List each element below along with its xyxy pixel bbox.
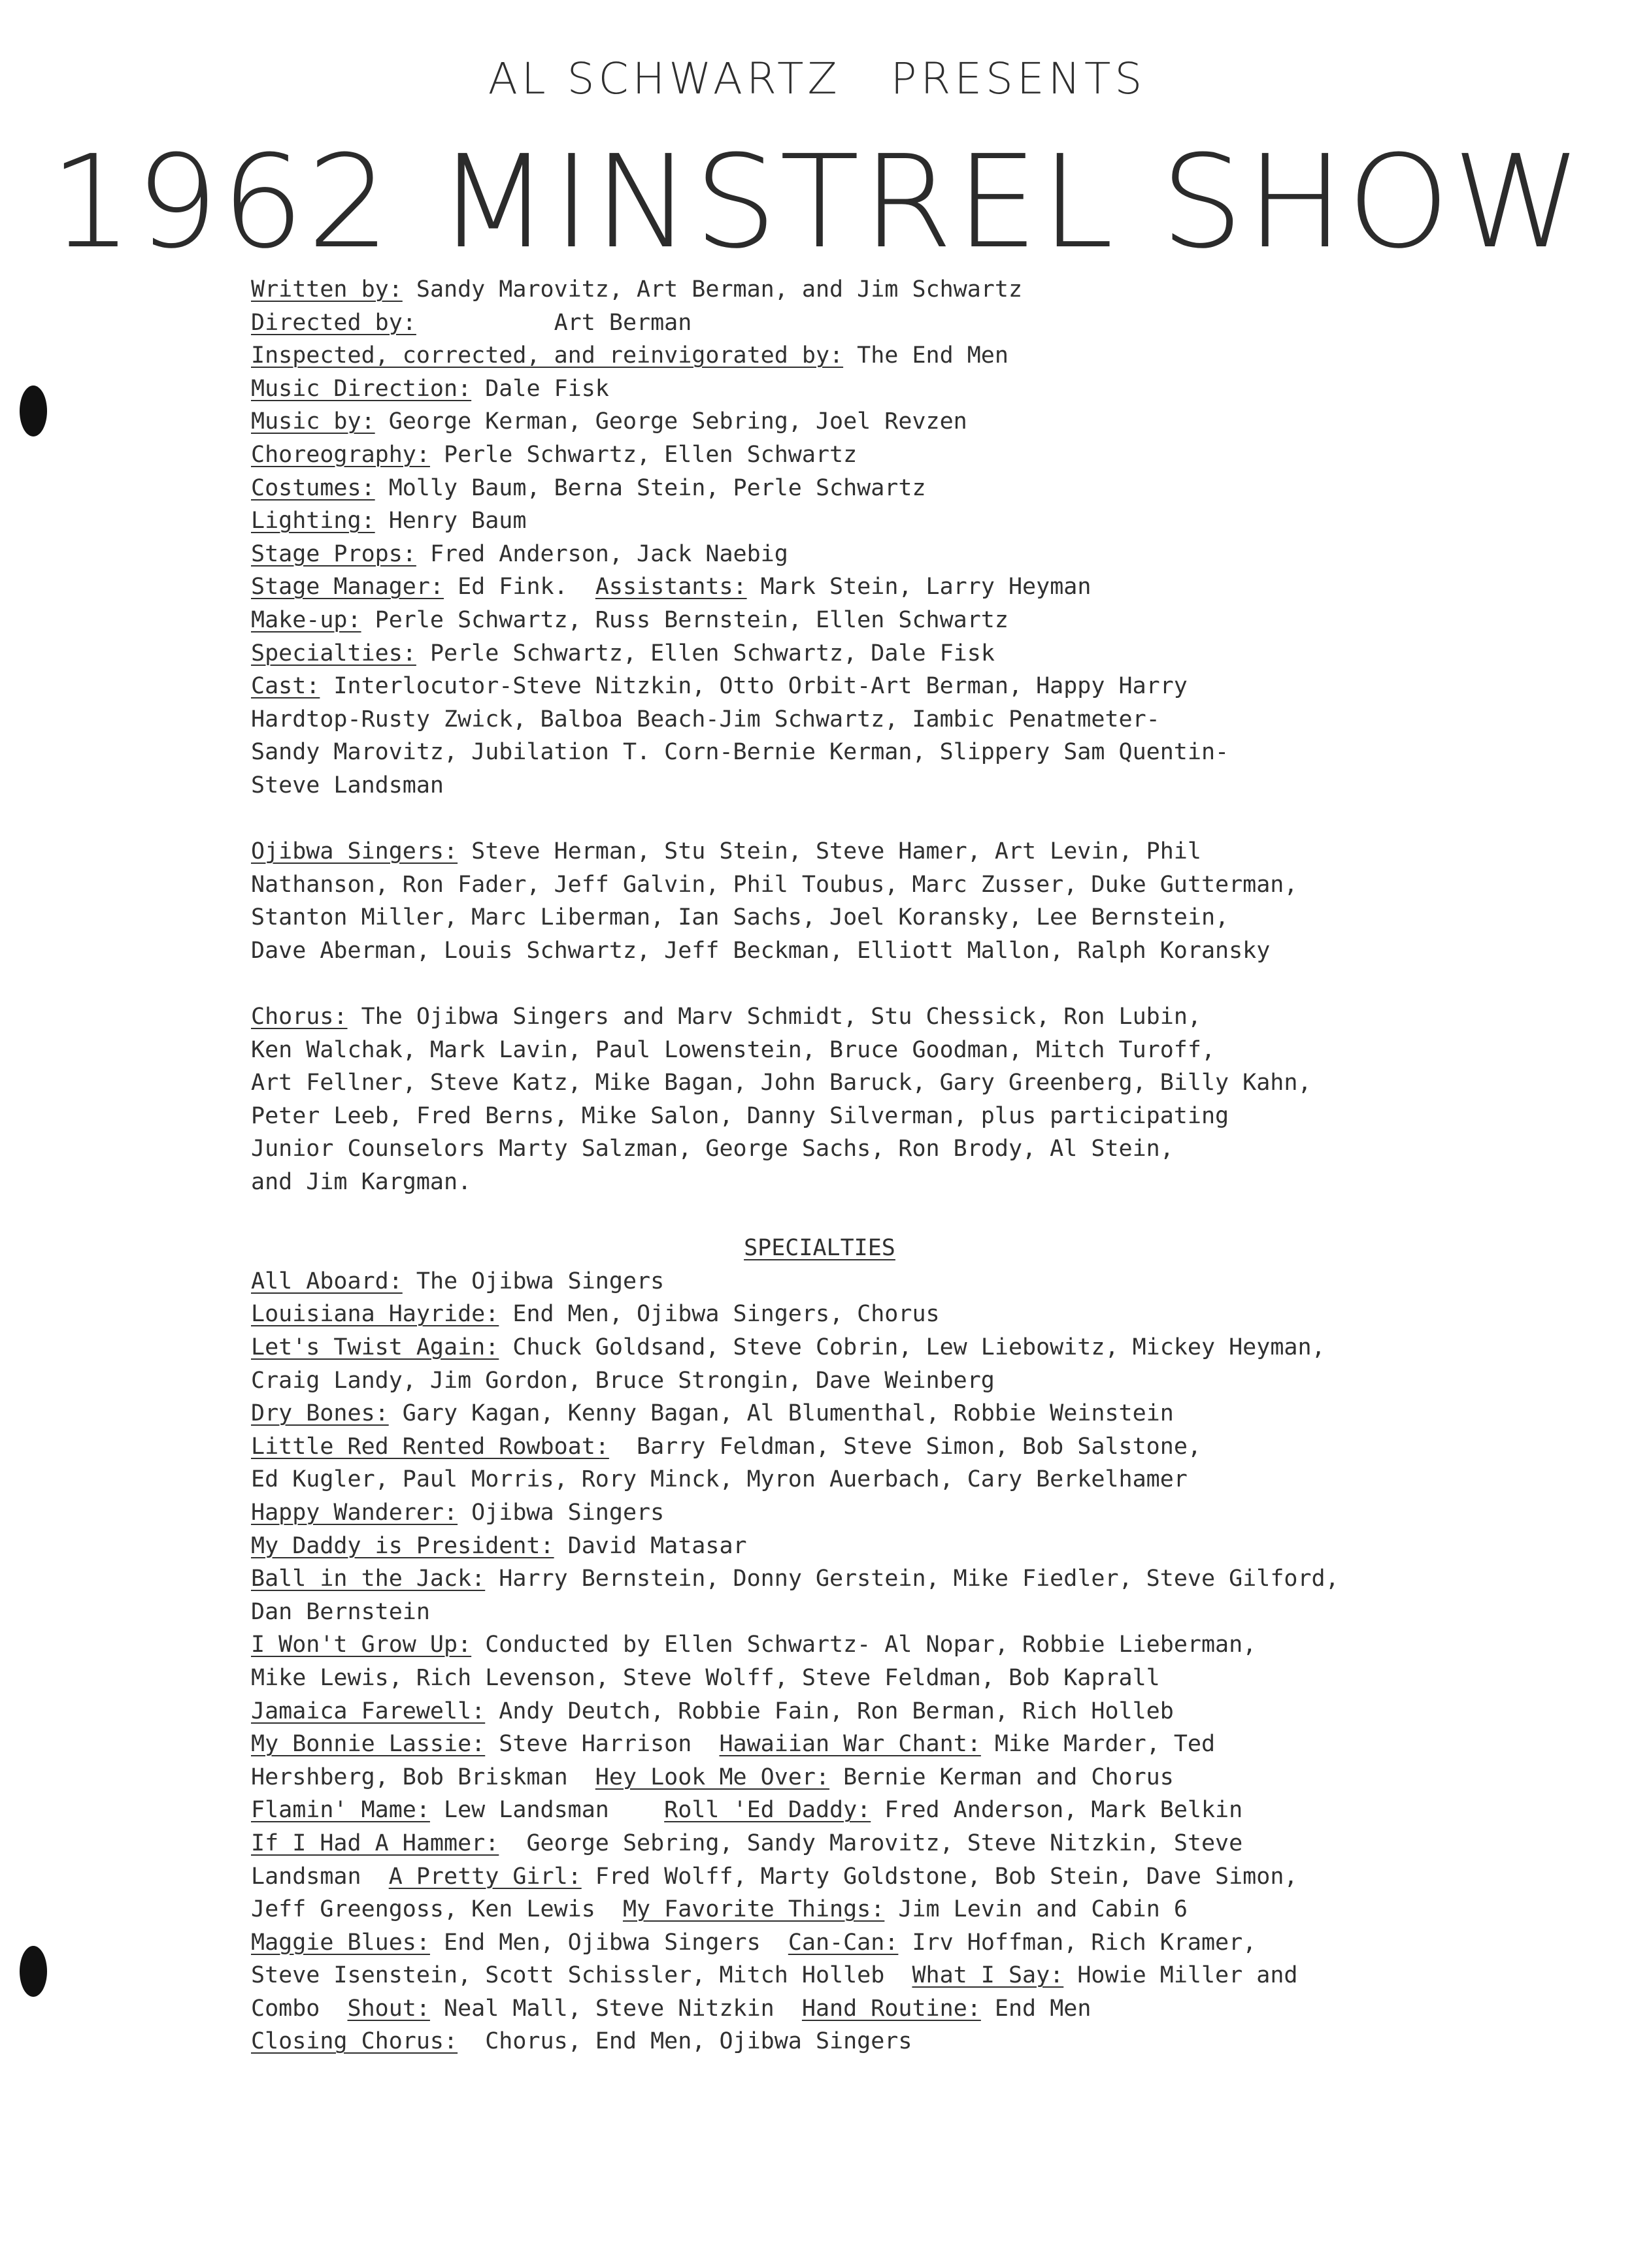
presenter-name: AL SCHWARTZ — [488, 54, 841, 104]
specialty-line: Louisiana Hayride: End Men, Ojibwa Singers, Chorus — [251, 1301, 940, 1328]
specialty-line: Ball in the Jack: Harry Bernstein, Donny Gerstein, Mike Fiedler, Steve Gilford, — [251, 1566, 1339, 1592]
presenter-line — [0, 54, 1634, 104]
specialty-line: Happy Wanderer: Ojibwa Singers — [251, 1499, 665, 1526]
specialty-line: Mike Lewis, Rich Levenson, Steve Wolff, Steve Feldman, Bob Kaprall — [251, 1664, 1160, 1691]
cast-line: Sandy Marovitz, Jubilation T. Corn-Bernie Kerman, Slippery Sam Quentin- — [251, 739, 1229, 766]
chorus-line: and Jim Kargman. — [251, 1169, 472, 1196]
credit-music-direction: Music Direction: Dale Fisk — [251, 375, 609, 402]
credit-makeup: Make-up: Perle Schwartz, Russ Bernstein, Ellen Schwartz — [251, 606, 1009, 633]
program-text — [251, 273, 1584, 2058]
specialty-line: Landsman A Pretty Girl: Fred Wolff, Marty Goldstone, Bob Stein, Dave Simon, — [251, 1863, 1298, 1890]
credit-costumes: Costumes: Molly Baum, Berna Stein, Perle Schwartz — [251, 474, 926, 501]
specialty-line: Jeff Greengoss, Ken Lewis My Favorite Things: Jim Levin and Cabin 6 — [251, 1896, 1188, 1923]
specialty-line: Dry Bones: Gary Kagan, Kenny Bagan, Al Blumenthal, Robbie Weinstein — [251, 1400, 1174, 1427]
specialty-line: I Won't Grow Up: Conducted by Ellen Schwartz- Al Nopar, Robbie Lieberman, — [251, 1632, 1257, 1658]
ojibwa-line: Stanton Miller, Marc Liberman, Ian Sachs, Joel Koransky, Lee Bernstein, — [251, 904, 1229, 931]
specialty-line: Combo Shout: Neal Mall, Steve Nitzkin Hand Routine: End Men — [251, 1995, 1092, 2022]
specialties-heading: SPECIALTIES — [744, 1235, 895, 1262]
page-title: 1962 MINSTREL SHOW — [49, 128, 1585, 277]
credit-written-by: Written by: Sandy Marovitz, Art Berman, and Jim Schwartz — [251, 276, 1023, 303]
chorus-line: Art Fellner, Steve Katz, Mike Bagan, John Baruck, Gary Greenberg, Billy Kahn, — [251, 1070, 1312, 1096]
specialty-line: Jamaica Farewell: Andy Deutch, Robbie Fain, Ron Berman, Rich Holleb — [251, 1698, 1174, 1724]
credit-specialties: Specialties: Perle Schwartz, Ellen Schwartz, Dale Fisk — [251, 640, 995, 666]
specialty-line: Hershberg, Bob Briskman Hey Look Me Over: Bernie Kerman and Chorus — [251, 1764, 1174, 1790]
specialty-line: My Daddy is President: David Matasar — [251, 1532, 747, 1559]
specialty-line: Dan Bernstein — [251, 1598, 430, 1625]
specialty-line: Let's Twist Again: Chuck Goldsand, Steve Cobrin, Lew Liebowitz, Mickey Heyman, — [251, 1334, 1326, 1360]
cast-line: Hardtop-Rusty Zwick, Balboa Beach-Jim Schwartz, Iambic Penatmeter- — [251, 706, 1160, 732]
specialty-line: Steve Isenstein, Scott Schissler, Mitch Holleb What I Say: Howie Miller and — [251, 1962, 1298, 1989]
chorus-line: Ken Walchak, Mark Lavin, Paul Lowenstein, Bruce Goodman, Mitch Turoff, — [251, 1036, 1216, 1063]
punch-hole-bottom — [20, 1946, 47, 1997]
specialty-line: Ed Kugler, Paul Morris, Rory Minck, Myron Auerbach, Cary Berkelhamer — [251, 1466, 1188, 1493]
specialty-line: Closing Chorus: Chorus, End Men, Ojibwa Singers — [251, 2028, 912, 2055]
specialty-line: All Aboard: The Ojibwa Singers — [251, 1268, 665, 1294]
credit-lighting: Lighting: Henry Baum — [251, 508, 527, 534]
credit-inspected: Inspected, corrected, and reinvigorated by: The End Men — [251, 342, 1009, 369]
specialty-line: If I Had A Hammer: George Sebring, Sandy Marovitz, Steve Nitzkin, Steve — [251, 1830, 1243, 1856]
specialty-line: Craig Landy, Jim Gordon, Bruce Strongin, Dave Weinberg — [251, 1367, 995, 1394]
credit-stage-manager: Stage Manager: Ed Fink. Assistants: Mark Stein, Larry Heyman — [251, 574, 1092, 600]
specialty-line: Little Red Rented Rowboat: Barry Feldman, Steve Simon, Bob Salstone, — [251, 1433, 1201, 1460]
punch-hole-top — [20, 386, 47, 436]
credit-choreography: Choreography: Perle Schwartz, Ellen Schwartz — [251, 441, 858, 468]
specialty-line: Maggie Blues: End Men, Ojibwa Singers Can-Can: Irv Hoffman, Rich Kramer, — [251, 1929, 1257, 1956]
specialty-line: My Bonnie Lassie: Steve Harrison Hawaiian War Chant: Mike Marder, Ted — [251, 1731, 1216, 1758]
chorus-line: Junior Counselors Marty Salzman, George Sachs, Ron Brody, Al Stein, — [251, 1136, 1174, 1162]
presents-word: PRESENTS — [890, 54, 1146, 104]
chorus-line: Peter Leeb, Fred Berns, Mike Salon, Danny Silverman, plus participating — [251, 1102, 1229, 1129]
ojibwa-line: Ojibwa Singers: Steve Herman, Stu Stein, Steve Hamer, Art Levin, Phil — [251, 838, 1201, 865]
ojibwa-line: Dave Aberman, Louis Schwartz, Jeff Beckman, Elliott Mallon, Ralph Koransky — [251, 937, 1271, 964]
cast-line: Steve Landsman — [251, 772, 444, 798]
credit-music-by: Music by: George Kerman, George Sebring, Joel Revzen — [251, 408, 967, 435]
chorus-line: Chorus: The Ojibwa Singers and Marv Schmidt, Stu Chessick, Ron Lubin, — [251, 1004, 1201, 1030]
ojibwa-line: Nathanson, Ron Fader, Jeff Galvin, Phil Toubus, Marc Zusser, Duke Gutterman, — [251, 871, 1298, 898]
specialty-line: Flamin' Mame: Lew Landsman Roll 'Ed Daddy: Fred Anderson, Mark Belkin — [251, 1797, 1243, 1824]
cast-line: Cast: Interlocutor-Steve Nitzkin, Otto Orbit-Art Berman, Happy Harry — [251, 673, 1188, 700]
credit-directed-by: Directed by: Art Berman — [251, 309, 692, 336]
credit-stage-props: Stage Props: Fred Anderson, Jack Naebig — [251, 540, 788, 567]
